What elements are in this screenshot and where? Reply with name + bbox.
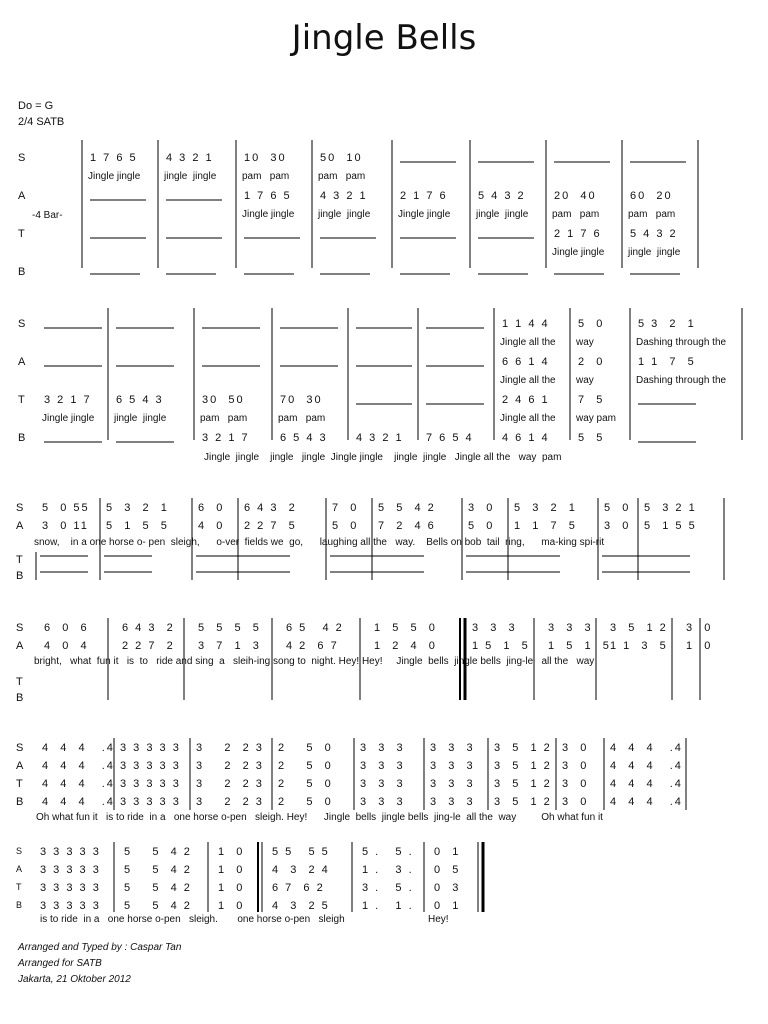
note-cell: 1 5 1 5	[548, 640, 611, 652]
note-cell: 3 0	[604, 520, 631, 532]
note-cell: 3 2 2 3	[196, 778, 264, 790]
note-cell: 3 3 3	[360, 778, 405, 790]
note-cell: 3 3 3	[430, 778, 475, 790]
lyric: way pam	[576, 413, 617, 424]
note-cell: 6 0	[198, 502, 225, 514]
note-cell: 2 2 7 5	[244, 520, 297, 532]
note-cell: 4 3 2 1	[166, 152, 214, 164]
note-cell: 7 6 5 4	[426, 432, 474, 444]
arranger-credit: Arranged and Typed by : Caspar Tan	[18, 942, 182, 953]
note-cell: 5 5 4 2	[124, 864, 192, 876]
note-cell: 3 3 3 3 3	[120, 796, 181, 808]
lyric: pam pam	[278, 413, 326, 424]
note-cell: 5 5 5 5	[272, 846, 330, 858]
note-cell: 4 4 4 .4	[610, 778, 683, 790]
part-label-s: S	[16, 846, 23, 856]
note-cell: 1 7 6 5	[90, 152, 138, 164]
note-cell: 5 0 55	[42, 502, 90, 514]
note-cell: 1 1 3 5	[610, 640, 668, 652]
part-label-b: B	[18, 432, 26, 444]
part-label-t: T	[16, 778, 23, 790]
note-cell: 6 7 6 2	[272, 882, 325, 894]
note-cell: 3 3 3	[472, 622, 517, 634]
part-label-s: S	[18, 152, 26, 164]
note-cell: 3 5 1 2	[494, 778, 552, 790]
part-label-a: A	[16, 760, 24, 772]
note-cell: 6 4 3 2	[122, 622, 175, 634]
note-cell: 3 5 1 2	[610, 622, 668, 634]
note-cell: 4 3 2 1	[320, 190, 368, 202]
note-cell: 3 2 1 7	[44, 394, 92, 406]
note-cell: 0 5	[434, 864, 461, 876]
note-cell: 3 3 3	[430, 796, 475, 808]
note-cell: 3 3 3 3 3	[120, 760, 181, 772]
note-cell: 1 . 3 .	[362, 864, 414, 876]
note-cell: 3 0	[468, 502, 495, 514]
note-cell: 4 0 4	[44, 640, 89, 652]
part-label-s: S	[16, 622, 24, 634]
part-label-s: S	[18, 318, 26, 330]
note-cell: 0 1	[434, 900, 461, 912]
note-cell: 1 1 4 4	[502, 318, 550, 330]
note-cell: 3 0	[562, 796, 589, 808]
note-cell: 5 5 4 2	[378, 502, 436, 514]
note-cell: 4 4 4 .4	[42, 760, 115, 772]
lyric: way	[576, 337, 594, 348]
note-cell: 3 0	[562, 778, 589, 790]
note-cell: 7 0	[332, 502, 359, 514]
note-cell: 1 1 7 5	[638, 356, 696, 368]
note-cell: 3 5 1 2	[494, 760, 552, 772]
note-cell: 3 7 1 3	[198, 640, 261, 652]
note-cell: 6 4 3 2	[244, 502, 297, 514]
note-cell: 6 5 4 3	[116, 394, 164, 406]
note-cell: 5 3 2 1	[514, 502, 577, 514]
note-cell: 4 3 2 5	[272, 900, 330, 912]
lyric: Jingle jingle	[552, 247, 605, 258]
note-cell: 5 5	[578, 432, 605, 444]
lyric: Jingle jingle	[242, 209, 295, 220]
arrangement-note: Arranged for SATB	[18, 958, 102, 969]
part-label-a: A	[18, 190, 26, 202]
note-cell: 1 1 7 5	[514, 520, 577, 532]
note-cell: 3 3 3 3 3	[40, 882, 101, 894]
date-place: Jakarta, 21 Oktober 2012	[18, 974, 131, 985]
lyric-line: is to ride in a one horse o-pen sleigh. one horse o-pen sleigh Hey!	[40, 914, 449, 925]
note-cell: 5 3 2 1	[106, 502, 169, 514]
note-cell: 3 3 3	[360, 742, 405, 754]
note-cell: 4 2 6 7	[286, 640, 339, 652]
note-cell: 3 3 3	[360, 760, 405, 772]
note-cell: 4 4 4 .4	[610, 760, 683, 772]
note-cell: 5 . 5 .	[362, 846, 414, 858]
bar-count-note: -4 Bar-	[32, 210, 63, 221]
note-cell: 3 2 2 3	[196, 760, 264, 772]
note-cell: 2 5 0	[278, 778, 333, 790]
note-cell: 3 2 1 7	[202, 432, 250, 444]
part-label-t: T	[16, 554, 23, 566]
note-cell: 4 6 1 4	[502, 432, 550, 444]
note-cell: 4 4 4 .4	[42, 742, 115, 754]
note-cell: 1 0	[218, 864, 245, 876]
note-cell: 3 . 5 .	[362, 882, 414, 894]
note-cell: 4 3 2 4	[272, 864, 330, 876]
note-cell: 4 0	[198, 520, 225, 532]
note-cell: 2 1 7 6	[554, 228, 602, 240]
note-cell: 5 0	[468, 520, 495, 532]
note-cell: 4 3 2 1	[356, 432, 404, 444]
lyric: Dashing through the	[636, 337, 727, 348]
lyric: jingle jingle	[114, 413, 167, 424]
note-cell: 5 5 4 2	[124, 846, 192, 858]
note-cell: 5 3 2 1	[638, 318, 696, 330]
note-cell: 1 5 5 0	[374, 622, 437, 634]
part-label-t: T	[18, 228, 25, 240]
note-cell: 3 2 2 3	[196, 796, 264, 808]
note-cell: 2 2 7 2	[122, 640, 175, 652]
part-label-t: T	[16, 676, 23, 688]
lyric: pam pam	[552, 209, 600, 220]
note-cell: 1 7 6 5	[244, 190, 292, 202]
lyric: pam pam	[628, 209, 676, 220]
note-cell: 3 3 3	[360, 796, 405, 808]
part-label-a: A	[16, 520, 24, 532]
note-cell: 0 3	[434, 882, 461, 894]
note-cell: 4 4 4 .4	[610, 796, 683, 808]
lyric: Jingle all the	[500, 375, 556, 386]
lyric: Jingle jingle	[398, 209, 451, 220]
note-cell: 5 5 5 5	[198, 622, 261, 634]
part-label-b: B	[16, 796, 24, 808]
lyric: Jingle all the	[500, 413, 556, 424]
note-cell: 1 2 4 0	[374, 640, 437, 652]
note-cell: 10 30	[244, 152, 287, 164]
note-cell: 2 0	[578, 356, 605, 368]
lyric-line: Oh what fun it is to ride in a one horse o-pen sleigh. Hey! Jingle bells jingle bells jing-le all the way Oh what fun it	[36, 812, 603, 823]
note-cell: 1 . 1 .	[362, 900, 414, 912]
part-label-s: S	[16, 502, 24, 514]
part-label-b: B	[18, 266, 26, 278]
note-cell: 2 4 6 1	[502, 394, 550, 406]
note-cell: 3 3 3 3 3	[40, 900, 101, 912]
note-cell: 3 2 2 3	[196, 742, 264, 754]
note-cell: 6 5 4 2	[286, 622, 344, 634]
note-cell: 3 0	[562, 760, 589, 772]
lyric: way	[576, 375, 594, 386]
lyric: jingle jingle	[164, 171, 217, 182]
note-cell: 3 0	[686, 622, 713, 634]
note-cell: 0 1	[434, 846, 461, 858]
note-cell: 1 5 1 5	[472, 640, 530, 652]
note-cell: 2 5 0	[278, 760, 333, 772]
part-label-a: A	[16, 864, 23, 874]
lyric-line: Jingle jingle jingle jingle Jingle jingle jingle jingle Jingle all the way pam	[204, 452, 562, 463]
lyric: pam pam	[318, 171, 366, 182]
note-cell: 2 5 0	[278, 742, 333, 754]
lyric: pam pam	[242, 171, 290, 182]
note-cell: 60 20	[630, 190, 673, 202]
note-cell: 4 4 4 .4	[42, 796, 115, 808]
note-cell: 2 1 7 6	[400, 190, 448, 202]
note-cell: 5 1 5 5	[106, 520, 169, 532]
time-signature: 2/4 SATB	[18, 116, 65, 128]
note-cell: 5 0	[332, 520, 359, 532]
lyric-line: bright, what fun it is to ride and sing a sleih-ing song to night. Hey! Hey! Jingle bells jingle bells jing-le all the way	[34, 656, 595, 667]
note-cell: 7 2 4 6	[378, 520, 436, 532]
note-cell: 1 0	[218, 846, 245, 858]
note-cell: 20 40	[554, 190, 597, 202]
note-cell: 30 50	[202, 394, 245, 406]
note-cell: 2 5 0	[278, 796, 333, 808]
lyric: Dashing through the	[636, 375, 727, 386]
note-cell: 3 3 3	[430, 742, 475, 754]
part-label-t: T	[18, 394, 25, 406]
part-label-s: S	[16, 742, 24, 754]
note-cell: 7 5	[578, 394, 605, 406]
lyric: jingle jingle	[476, 209, 529, 220]
note-cell: 3 0	[562, 742, 589, 754]
note-cell: 5 4 3 2	[630, 228, 678, 240]
part-label-b: B	[16, 570, 24, 582]
lyric: Jingle jingle	[42, 413, 95, 424]
note-cell: 5 0	[578, 318, 605, 330]
lyric-line: snow, in a one horse o- pen sleigh, o-ver fields we go, laughing all the way. Bells on bob tail ring, ma-king spi-rit	[34, 537, 605, 548]
lyric: pam pam	[200, 413, 248, 424]
note-cell: 3 3 3	[548, 622, 593, 634]
note-cell: 3 3 3 3 3	[120, 778, 181, 790]
note-cell: 1 0	[218, 882, 245, 894]
note-cell: 6 5 4 3	[280, 432, 328, 444]
note-cell: 5 5 4 2	[124, 882, 192, 894]
part-label-b: B	[16, 900, 23, 910]
lyric: jingle jingle	[628, 247, 681, 258]
note-cell: 5 4 3 2	[478, 190, 526, 202]
note-cell: 1 0	[686, 640, 713, 652]
note-cell: 6 6 1 4	[502, 356, 550, 368]
note-cell: 5 5 4 2	[124, 900, 192, 912]
note-cell: 50 10	[320, 152, 363, 164]
note-cell: 4 4 4 .4	[42, 778, 115, 790]
note-cell: 5 3 2 1	[644, 502, 697, 514]
note-cell: 5 1 5 5	[644, 520, 697, 532]
part-label-a: A	[16, 640, 24, 652]
part-label-a: A	[18, 356, 26, 368]
note-cell: 70 30	[280, 394, 323, 406]
page-title: Jingle Bells	[291, 18, 477, 58]
note-cell: 3 5 1 2	[494, 796, 552, 808]
lyric: Jingle jingle	[88, 171, 141, 182]
lyric: jingle jingle	[318, 209, 371, 220]
key-signature: Do = G	[18, 100, 54, 112]
part-label-t: T	[16, 882, 22, 892]
note-cell: 3 0 11	[42, 520, 89, 532]
note-cell: 5 0	[604, 502, 631, 514]
lyric: Jingle all the	[500, 337, 556, 348]
note-cell: 3 3 3 3 3	[40, 846, 101, 858]
part-label-b: B	[16, 692, 24, 704]
note-cell: 3 3 3 3 3	[120, 742, 181, 754]
note-cell: 1 0	[218, 900, 245, 912]
note-cell: 6 0 6	[44, 622, 89, 634]
note-cell: 3 5 1 2	[494, 742, 552, 754]
note-cell: 3 3 3 3 3	[40, 864, 101, 876]
note-cell: 3 3 3	[430, 760, 475, 772]
note-cell: 4 4 4 .4	[610, 742, 683, 754]
